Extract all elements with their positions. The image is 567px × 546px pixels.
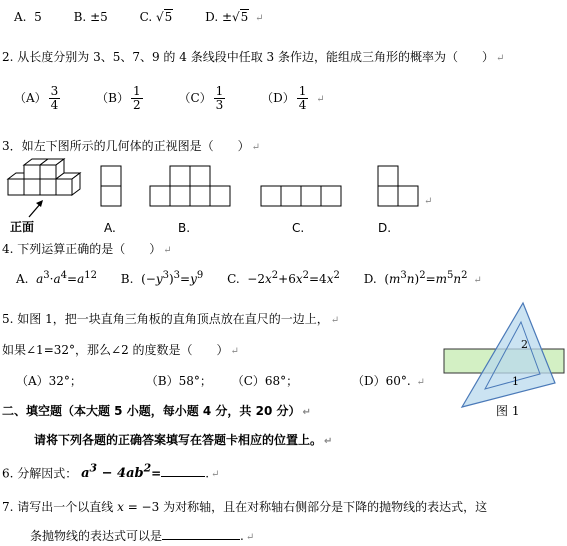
q4-option-c: C. $-2x^2+6x^2=4x^2$: [227, 270, 340, 286]
q3-solid-figure: [4, 157, 88, 205]
section-2-title: 二、填空题（本大题 5 小题，每小题 4 分，共 20 分） ↵: [2, 404, 311, 418]
angle-1-label: 1: [512, 375, 519, 388]
q7-answer-blank[interactable]: [162, 539, 240, 540]
q2-option-d: （D） $\frac{1}{4}$: [261, 84, 307, 112]
q4-options: [16, 270, 482, 286]
q4-option-b: B. $(-y^3)^3=y^9$: [120, 270, 204, 286]
q2-options: [14, 85, 325, 112]
q5-options: [16, 372, 425, 389]
section-2-instruction: 请将下列各题的正确答案填写在答题卡相应的位置上。 ↵: [34, 433, 333, 447]
q3-label-a: A.: [104, 221, 116, 235]
q3-label-b: B.: [178, 221, 191, 235]
return-mark: ↵: [330, 315, 340, 326]
q3-label-c: C.: [292, 221, 305, 235]
figure-1: [440, 300, 567, 412]
return-mark: ↵: [424, 196, 433, 207]
q5-stem-line2: 如果∠1=32°，那么∠2 的度数是（ ） ↵: [2, 343, 239, 357]
q1-option-b: B. ±5: [73, 10, 108, 24]
q7-line2: 条抛物线的表达式可以是 . ↵: [30, 529, 255, 543]
q3-label-d: D.: [378, 221, 392, 235]
q2-option-a: （A） $\frac{3}{4}$: [14, 84, 59, 112]
q6-expression: $a^3 - 4ab^2$: [81, 462, 152, 482]
q3-option-b-view: [149, 165, 231, 207]
q3-option-d-view: [377, 165, 419, 207]
return-mark: ↵: [324, 436, 333, 447]
return-mark: ↵: [473, 275, 482, 286]
q5-option-d: （D）60°.: [351, 374, 411, 388]
q5-option-c: （C）68°；: [231, 374, 299, 388]
angle-2-label: 2: [521, 338, 528, 351]
return-mark: ↵: [416, 377, 425, 388]
q1-option-a: A. 5: [14, 10, 42, 24]
return-mark: ↵: [245, 532, 255, 543]
q1-option-c: C. √5: [139, 10, 173, 24]
q4-option-d: D. $(m^3n)^2=m^5n^2$: [363, 270, 468, 286]
q4-stem: 4. 下列运算正确的是（ ） ↵: [2, 242, 172, 256]
q1-option-d: D. ±√5: [205, 10, 249, 24]
q4-option-a: A. $a^3\cdot a^4=a^{12}$: [16, 270, 97, 286]
return-mark: ↵: [255, 13, 264, 24]
q3-option-a-view: [100, 165, 122, 207]
q1-options: [14, 10, 264, 24]
q5-option-b: （B）58°；: [145, 374, 212, 388]
q2-option-b: （B） $\frac{1}{2}$: [96, 84, 141, 112]
q7-line1: 7. 请写出一个以直线 x = −3 为对称轴，且在对称轴右侧部分是下降的抛物线的表达式，这: [2, 500, 488, 514]
return-mark: ↵: [230, 346, 239, 357]
return-mark: ↵: [251, 142, 261, 153]
q5-stem-line1: 5. 如图 1，把一块直角三角板的直角顶点放在直尺的一边上， ↵: [2, 312, 340, 326]
return-mark: ↵: [316, 94, 325, 105]
q3-option-c-view: [260, 185, 342, 207]
return-mark: ↵: [495, 53, 505, 64]
figure-caption: 图 1: [496, 404, 520, 418]
q3-stem: 3．如左下图所示的几何体的正视图是（ ） ↵: [2, 139, 261, 153]
front-label: 正面: [10, 220, 35, 234]
return-mark: ↵: [302, 407, 311, 418]
return-mark: ↵: [211, 469, 220, 481]
q2-stem: 2. 从长度分别为 3、5、7、9 的 4 条线段中任取 3 条作边，能组成三角形的概率为（ ） ↵: [2, 50, 505, 64]
front-arrow-icon: [26, 198, 46, 220]
q2-option-c: （C） $\frac{1}{3}$: [178, 84, 224, 112]
q6-answer-blank[interactable]: [161, 476, 205, 477]
q5-option-a: （A）32°；: [16, 374, 82, 388]
return-mark: ↵: [163, 245, 172, 256]
q6: 6. 分解因式： $a^3 - 4ab^2=$ . ↵: [2, 462, 220, 482]
